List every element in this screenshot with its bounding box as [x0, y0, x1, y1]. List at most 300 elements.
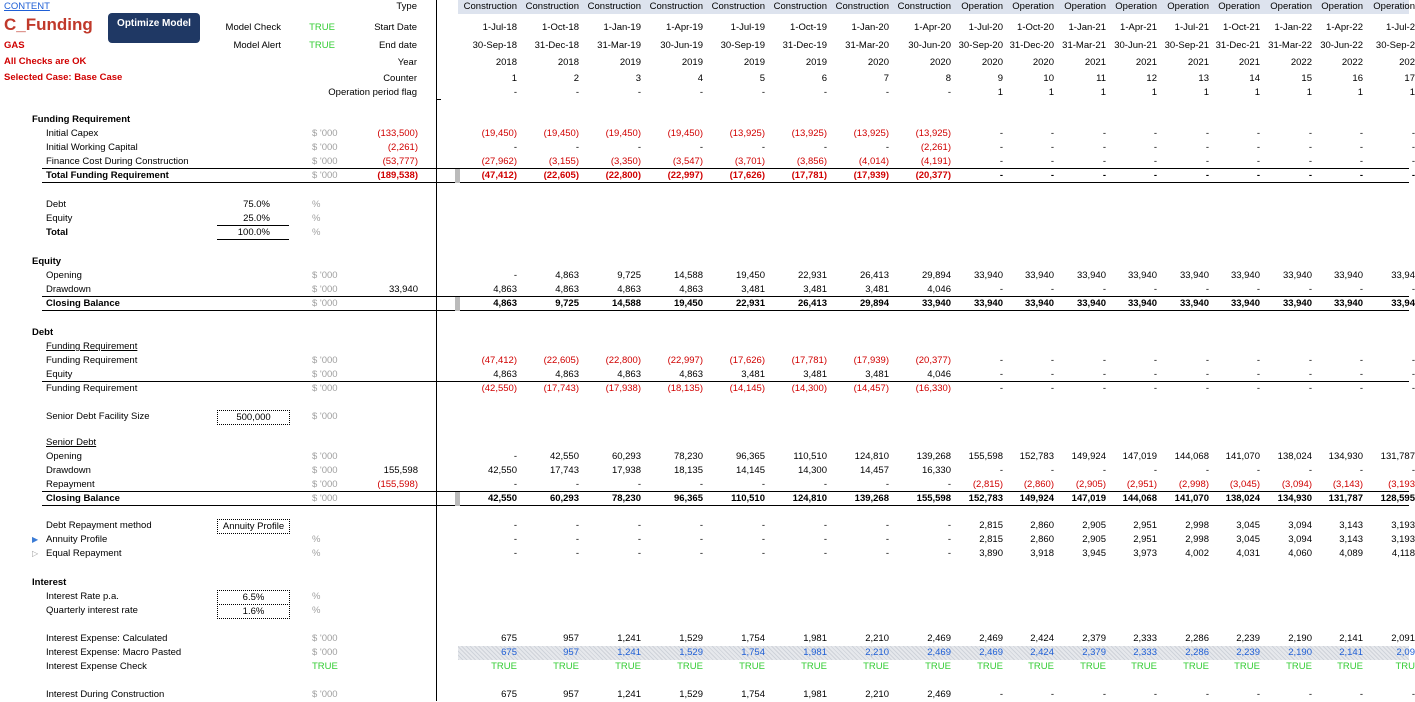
row-unit: $ '000: [312, 479, 338, 490]
value-cell: -: [513, 142, 517, 153]
value-cell: 4,031: [1236, 548, 1260, 559]
value-cell: (17,626): [729, 170, 765, 181]
row-total: (189,538): [377, 170, 418, 181]
optimize-model-button[interactable]: Optimize Model: [108, 13, 200, 43]
value-cell: -: [1102, 383, 1106, 394]
value-cell: -: [1411, 689, 1415, 700]
value-cell: -: [1153, 355, 1157, 366]
value-cell: (2,261): [920, 142, 951, 153]
value-cell: (47,412): [481, 170, 517, 181]
value-cell: 1,529: [679, 633, 703, 644]
value-cell: 1,981: [803, 647, 827, 658]
value-cell: 134,930: [1328, 451, 1363, 462]
value-cell: -: [1205, 284, 1209, 295]
row-label: Initial Working Capital: [46, 142, 138, 153]
row-unit: $ '000: [312, 369, 338, 380]
value-cell: -: [637, 534, 641, 545]
value-cell: -: [1308, 170, 1312, 181]
row-unit: $ '000: [312, 355, 338, 366]
value-cell: 4,863: [555, 284, 579, 295]
header-counter-cell: 4: [697, 73, 703, 84]
value-cell: 3,143: [1339, 534, 1363, 545]
value-cell: -: [1359, 170, 1363, 181]
content-link[interactable]: CONTENT: [4, 1, 50, 12]
value-cell: 33,940: [1230, 298, 1260, 309]
header-end-cell: 30-Sep-21: [1164, 40, 1209, 51]
row-unit: $ '000: [312, 689, 338, 700]
value-cell: -: [1411, 355, 1415, 366]
value-cell: 2,951: [1133, 520, 1157, 531]
value-cell: 1,754: [741, 689, 765, 700]
value-cell: TRUE: [1286, 661, 1312, 672]
value-cell: -: [699, 534, 703, 545]
header-counter-cell: 8: [945, 73, 951, 84]
value-cell: 19,450: [735, 270, 765, 281]
header-type-cell: Construction: [463, 1, 517, 12]
value-cell: 2,469: [927, 647, 951, 658]
value-cell: -: [823, 548, 827, 559]
row-label: Senior Debt Facility Size: [46, 411, 150, 422]
value-cell: -: [1153, 128, 1157, 139]
row-unit: $ '000: [312, 451, 338, 462]
value-cell: 14,588: [673, 270, 703, 281]
row-unit: %: [312, 605, 321, 616]
value-cell: -: [575, 520, 579, 531]
row-label: Total: [46, 227, 68, 238]
value-cell: (17,743): [543, 383, 579, 394]
sheet-title: C_Funding: [4, 15, 93, 34]
value-cell: TRUE: [677, 661, 703, 672]
value-cell: TRUE: [491, 661, 517, 672]
value-cell: -: [1153, 383, 1157, 394]
value-cell: (4,014): [858, 156, 889, 167]
header-op_flag-cell: -: [885, 87, 889, 98]
value-cell: (3,193: [1388, 479, 1415, 490]
value-cell: 3,890: [979, 548, 1003, 559]
value-cell: 110,510: [731, 493, 765, 504]
value-cell: 2,860: [1030, 520, 1054, 531]
value-cell: (3,094): [1281, 479, 1312, 490]
value-cell: 149,924: [1071, 451, 1106, 462]
header-op_flag-cell: 1: [1100, 87, 1106, 98]
header-label-op_flag: Operation period flag: [328, 87, 417, 98]
value-cell: 33,940: [973, 298, 1003, 309]
value-cell: -: [1256, 369, 1260, 380]
value-cell: TRUE: [739, 661, 765, 672]
value-cell: 2,09: [1396, 647, 1415, 658]
value-cell: (14,300): [791, 383, 827, 394]
value-cell: 33,940: [1076, 298, 1106, 309]
value-cell: 1,754: [741, 633, 765, 644]
value-cell: 675: [501, 633, 517, 644]
value-cell: 2,998: [1185, 520, 1209, 531]
value-cell: 2,210: [865, 633, 889, 644]
value-cell: -: [1153, 689, 1157, 700]
value-cell: -: [999, 355, 1003, 366]
value-cell: -: [575, 142, 579, 153]
header-op_flag-cell: 1: [997, 87, 1003, 98]
value-cell: (19,450): [543, 128, 579, 139]
header-label-year: Year: [397, 57, 417, 68]
value-cell: -: [1102, 156, 1106, 167]
header-end-cell: 30-Jun-22: [1320, 40, 1363, 51]
value-cell: 2,286: [1185, 647, 1209, 658]
value-cell: -: [1308, 128, 1312, 139]
checks-status: All Checks are OK: [4, 56, 87, 67]
value-cell: 4,060: [1288, 548, 1312, 559]
value-cell: 29,894: [859, 298, 889, 309]
value-cell: -: [513, 534, 517, 545]
value-cell: 4,002: [1185, 548, 1209, 559]
row-total: (133,500): [377, 128, 418, 139]
split-input[interactable]: 75.0%: [243, 199, 270, 210]
row-label: Interest: [32, 577, 67, 588]
row-label: Closing Balance: [46, 298, 120, 309]
value-cell: TRUE: [863, 661, 889, 672]
value-cell: (3,856): [796, 156, 827, 167]
value-cell: -: [637, 548, 641, 559]
value-cell: -: [1256, 383, 1260, 394]
value-cell: -: [999, 369, 1003, 380]
value-cell: -: [947, 479, 951, 490]
value-cell: 155,598: [968, 451, 1003, 462]
row-label: Equity: [46, 213, 73, 224]
value-cell: 957: [563, 647, 579, 658]
value-cell: -: [1411, 369, 1415, 380]
header-op_flag-cell: 1: [1048, 87, 1054, 98]
value-cell: 2,286: [1185, 633, 1209, 644]
value-cell: -: [761, 520, 765, 531]
value-cell: -: [1050, 465, 1054, 476]
value-cell: -: [1102, 355, 1106, 366]
header-counter-cell: 14: [1249, 73, 1260, 84]
value-cell: 152,783: [1019, 451, 1054, 462]
value-cell: -: [823, 479, 827, 490]
header-op_flag-cell: -: [761, 87, 765, 98]
value-cell: 147,019: [1071, 493, 1106, 504]
value-cell: TRUE: [1028, 661, 1054, 672]
value-cell: TRUE: [1080, 661, 1106, 672]
value-cell: 29,894: [921, 270, 951, 281]
header-year-cell: 2018: [495, 57, 517, 68]
row-unit: $ '000: [312, 128, 338, 139]
value-cell: 18,135: [673, 465, 703, 476]
header-type-cell: Operation: [1373, 1, 1415, 12]
value-cell: -: [1205, 689, 1209, 700]
value-cell: 3,481: [803, 284, 827, 295]
header-op_flag-cell: -: [823, 87, 827, 98]
header-start-cell: 1-Jan-19: [603, 22, 641, 33]
split-input[interactable]: 100.0%: [237, 227, 270, 238]
value-cell: 4,863: [617, 284, 641, 295]
model-alert-label: Model Alert: [233, 40, 281, 51]
value-cell: -: [1102, 369, 1106, 380]
row-label: Initial Capex: [46, 128, 99, 139]
header-counter-cell: 3: [635, 73, 641, 84]
value-cell: 33,940: [1333, 298, 1363, 309]
value-cell: -: [1411, 383, 1415, 394]
value-cell: 2,905: [1082, 534, 1106, 545]
row-unit: $ '000: [312, 411, 338, 422]
value-cell: 60,293: [611, 451, 641, 462]
value-cell: 149,924: [1019, 493, 1054, 504]
value-cell: -: [1050, 369, 1054, 380]
value-cell: (22,800): [605, 170, 641, 181]
value-cell: 131,787: [1380, 451, 1415, 462]
value-cell: -: [1102, 284, 1106, 295]
value-cell: TRUE: [977, 661, 1003, 672]
value-cell: 3,094: [1288, 534, 1312, 545]
row-label: Funding Requirement: [46, 383, 138, 394]
value-cell: -: [1411, 284, 1415, 295]
value-cell: -: [1411, 465, 1415, 476]
value-cell: -: [1205, 156, 1209, 167]
header-start-cell: 1-Apr-21: [1120, 22, 1157, 33]
row-label: Funding Requirement: [46, 341, 138, 352]
selected-case: Selected Case: Base Case: [4, 72, 123, 83]
value-cell: (22,800): [605, 355, 641, 366]
value-cell: 2,951: [1133, 534, 1157, 545]
value-cell: -: [1256, 689, 1260, 700]
row-total: (155,598): [377, 479, 418, 490]
value-cell: 141,070: [1174, 493, 1209, 504]
value-cell: 2,239: [1236, 647, 1260, 658]
header-op_flag-cell: 1: [1409, 87, 1415, 98]
header-end-cell: 31-Mar-20: [845, 40, 889, 51]
value-cell: -: [1308, 156, 1312, 167]
value-cell: 33,940: [973, 270, 1003, 281]
value-cell: 1,981: [803, 689, 827, 700]
header-counter-cell: 16: [1352, 73, 1363, 84]
row-unit: %: [312, 534, 321, 545]
header-label-counter: Counter: [383, 73, 417, 84]
header-year-cell: 202: [1399, 57, 1415, 68]
value-cell: (19,450): [605, 128, 641, 139]
value-cell: 3,094: [1288, 520, 1312, 531]
row-total: (2,261): [387, 142, 418, 153]
value-cell: 4,863: [555, 270, 579, 281]
row-label: Debt Repayment method: [46, 520, 152, 531]
value-cell: 33,940: [1076, 270, 1106, 281]
row-label: Interest Expense: Macro Pasted: [46, 647, 182, 658]
value-cell: 33,940: [921, 298, 951, 309]
row-unit: $ '000: [312, 170, 338, 181]
row-unit: $ '000: [312, 270, 338, 281]
value-cell: -: [999, 689, 1003, 700]
input-box[interactable]: 6.5%: [217, 590, 290, 605]
value-cell: -: [1153, 142, 1157, 153]
value-cell: 33,940: [1282, 298, 1312, 309]
header-start-cell: 1-Jan-22: [1274, 22, 1312, 33]
value-cell: 2,141: [1339, 647, 1363, 658]
value-cell: 3,481: [741, 284, 765, 295]
row-check: TRUE: [312, 661, 338, 672]
header-start-cell: 1-Apr-19: [666, 22, 703, 33]
value-cell: 2,333: [1133, 633, 1157, 644]
value-cell: -: [575, 548, 579, 559]
value-cell: 33,940: [1179, 298, 1209, 309]
row-label: Drawdown: [46, 284, 91, 295]
value-cell: -: [885, 534, 889, 545]
value-cell: (2,951): [1126, 479, 1157, 490]
value-cell: -: [1256, 284, 1260, 295]
header-start-cell: 1-Oct-18: [542, 22, 579, 33]
value-cell: (22,605): [543, 170, 579, 181]
value-cell: 2,239: [1236, 633, 1260, 644]
header-end-cell: 30-Sep-2: [1375, 40, 1415, 51]
value-cell: 14,300: [797, 465, 827, 476]
header-op_flag-cell: 1: [1357, 87, 1363, 98]
value-cell: TRUE: [1183, 661, 1209, 672]
split-top-border: [217, 225, 289, 226]
input-box[interactable]: Annuity Profile: [217, 519, 290, 534]
value-cell: -: [1411, 156, 1415, 167]
header-op_flag-cell: 1: [1306, 87, 1312, 98]
sheet-subtitle: GAS: [4, 40, 25, 51]
value-cell: -: [1050, 383, 1054, 394]
value-cell: -: [637, 479, 641, 490]
value-cell: -: [1050, 689, 1054, 700]
value-cell: -: [1205, 128, 1209, 139]
value-cell: -: [699, 520, 703, 531]
value-cell: 2,469: [927, 633, 951, 644]
value-cell: 4,863: [493, 298, 517, 309]
value-cell: 3,045: [1236, 520, 1260, 531]
value-cell: 4,863: [617, 369, 641, 380]
value-cell: 33,940: [1127, 270, 1157, 281]
value-cell: -: [761, 534, 765, 545]
value-cell: -: [1153, 465, 1157, 476]
row-expand-icon[interactable]: ▶: [32, 535, 39, 544]
row-total: 33,940: [388, 284, 418, 295]
value-cell: 134,930: [1277, 493, 1312, 504]
value-cell: 139,268: [916, 451, 951, 462]
value-cell: -: [1256, 465, 1260, 476]
value-cell: -: [1308, 689, 1312, 700]
value-cell: 1,241: [617, 689, 641, 700]
header-type-cell: Construction: [587, 1, 641, 12]
value-cell: -: [947, 534, 951, 545]
value-cell: -: [1411, 142, 1415, 153]
value-cell: -: [1359, 128, 1363, 139]
value-cell: 124,810: [792, 493, 827, 504]
value-cell: 675: [501, 689, 517, 700]
value-cell: 42,550: [487, 465, 517, 476]
header-start-cell: 1-Jan-21: [1068, 22, 1106, 33]
value-cell: 17,743: [549, 465, 579, 476]
value-cell: 4,863: [679, 369, 703, 380]
split-input[interactable]: 25.0%: [243, 213, 270, 224]
value-cell: -: [575, 534, 579, 545]
value-cell: 1,241: [617, 647, 641, 658]
value-cell: -: [823, 534, 827, 545]
header-year-cell: 2019: [619, 57, 641, 68]
header-end-cell: 30-Sep-19: [720, 40, 765, 51]
value-cell: -: [1411, 128, 1415, 139]
value-cell: -: [1102, 465, 1106, 476]
value-cell: -: [947, 520, 951, 531]
row-unit: $ '000: [312, 493, 338, 504]
header-type-cell: Operation: [1012, 1, 1054, 12]
value-cell: (17,626): [729, 355, 765, 366]
value-cell: 144,068: [1122, 493, 1157, 504]
value-cell: TRUE: [1337, 661, 1363, 672]
value-cell: 1,529: [679, 647, 703, 658]
value-cell: 2,210: [865, 689, 889, 700]
header-op_flag-cell: 1: [1203, 87, 1209, 98]
value-cell: -: [1050, 355, 1054, 366]
value-cell: -: [999, 383, 1003, 394]
header-counter-cell: 7: [883, 73, 889, 84]
value-cell: -: [1308, 355, 1312, 366]
value-cell: (17,939): [853, 170, 889, 181]
input-box[interactable]: 500,000: [217, 410, 290, 425]
value-cell: 110,510: [793, 451, 827, 462]
header-type-cell: Construction: [773, 1, 827, 12]
value-cell: 4,046: [927, 369, 951, 380]
model-check-value: TRUE: [309, 22, 335, 33]
header-start-cell: 1-Jan-20: [851, 22, 889, 33]
header-type-cell: Operation: [1321, 1, 1363, 12]
value-cell: -: [1205, 170, 1209, 181]
value-cell: 957: [563, 633, 579, 644]
value-cell: 1,754: [741, 647, 765, 658]
value-cell: -: [513, 270, 517, 281]
value-cell: -: [1050, 156, 1054, 167]
row-unit: $ '000: [312, 633, 338, 644]
value-cell: -: [885, 479, 889, 490]
value-cell: 17,938: [611, 465, 641, 476]
header-counter-cell: 12: [1146, 73, 1157, 84]
value-cell: 16,330: [921, 465, 951, 476]
value-cell: -: [1359, 156, 1363, 167]
row-unit: $ '000: [312, 647, 338, 658]
value-cell: -: [1205, 355, 1209, 366]
value-cell: (2,860): [1023, 479, 1054, 490]
value-cell: 14,588: [611, 298, 641, 309]
value-cell: -: [1256, 128, 1260, 139]
column-divider: [436, 0, 437, 701]
value-cell: 2,815: [979, 534, 1003, 545]
value-cell: -: [1205, 369, 1209, 380]
value-cell: -: [513, 479, 517, 490]
row-label: Equity: [32, 256, 62, 267]
value-cell: -: [823, 142, 827, 153]
value-cell: (22,997): [667, 355, 703, 366]
input-box[interactable]: 1.6%: [217, 604, 290, 619]
row-expand-icon[interactable]: ▷: [32, 549, 39, 558]
header-counter-cell: 1: [511, 73, 517, 84]
value-cell: -: [1205, 465, 1209, 476]
value-cell: -: [1102, 142, 1106, 153]
row-unit: %: [312, 199, 321, 210]
value-cell: -: [1205, 383, 1209, 394]
value-cell: 155,598: [916, 493, 951, 504]
value-cell: 1,241: [617, 633, 641, 644]
value-cell: TRUE: [553, 661, 579, 672]
value-cell: -: [1256, 142, 1260, 153]
value-cell: -: [999, 156, 1003, 167]
value-cell: (17,938): [605, 383, 641, 394]
value-cell: 2,998: [1185, 534, 1209, 545]
value-cell: 22,931: [797, 270, 827, 281]
value-cell: -: [699, 479, 703, 490]
header-year-cell: 2021: [1084, 57, 1106, 68]
value-cell: -: [1050, 284, 1054, 295]
row-unit: $ '000: [312, 142, 338, 153]
value-cell: (13,925): [729, 128, 765, 139]
header-counter-cell: 10: [1043, 73, 1054, 84]
